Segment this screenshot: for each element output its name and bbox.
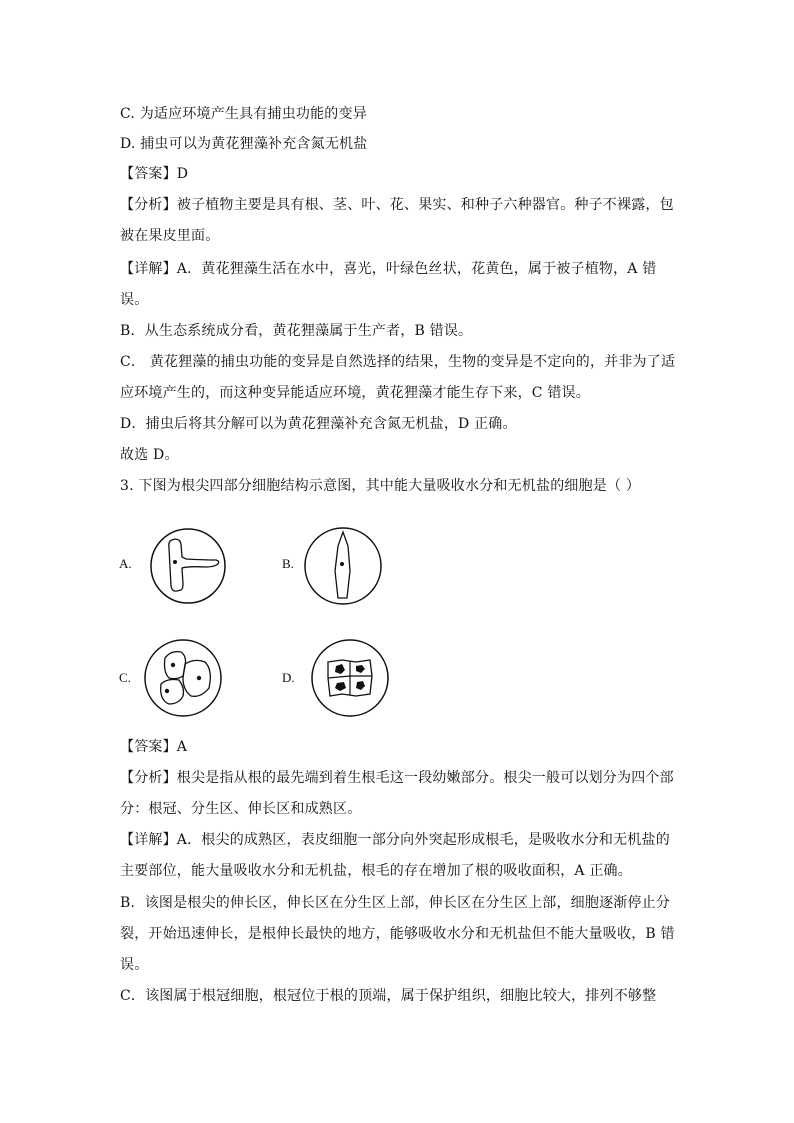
text-line: 主要部位，能大量吸收水分和无机盐，根毛的存在增加了根的吸收面积，A 正确。 xyxy=(120,863,632,879)
text-line: 【详解】A．根尖的成熟区，表皮细胞一部分向外突起形成根毛，是吸收水分和无机盐的 xyxy=(120,832,670,848)
text-line: 误。 xyxy=(120,292,149,308)
option-a-label: A. xyxy=(119,556,132,571)
figure-b-elongation-cell xyxy=(303,526,383,606)
option-c-label: C. xyxy=(119,670,131,685)
option-b-label: B. xyxy=(282,556,294,571)
figure-a-root-hair-cell xyxy=(148,526,228,606)
text-line: 【分析】根尖是指从根的最先端到着生根毛这一段幼嫩部分。根尖一般可以划分为四个部 xyxy=(120,770,674,786)
text-line: 被在果皮里面。 xyxy=(120,228,220,244)
text-line: C. 为适应环境产生具有捕虫功能的变异 xyxy=(120,106,367,122)
text-line: D．捕虫后将其分解可以为黄花狸藻补充含氮无机盐，D 正确。 xyxy=(120,416,517,432)
answer-line: 【答案】D xyxy=(120,166,189,182)
text-line: 故选 D。 xyxy=(120,447,179,463)
answer-line: 【答案】A xyxy=(120,739,188,755)
text-line: 应环境产生的，而这种变异能适应环境，黄花狸藻才能生存下来，C 错误。 xyxy=(120,385,590,401)
question-line: 3. 下图为根尖四部分细胞结构示意图，其中能大量吸收水分和无机盐的细胞是（ ） xyxy=(120,478,641,494)
text-line: C． 黄花狸藻的捕虫功能的变异是自然选择的结果，生物的变异是不定向的，并非为了适 xyxy=(120,354,676,370)
text-line: 【分析】被子植物主要是具有根、茎、叶、花、果实、和种子六种器官。种子不裸露，包 xyxy=(120,197,674,213)
figure-c-root-cap-cells xyxy=(143,638,223,718)
text-line: B．该图是根尖的伸长区，伸长区在分生区上部，伸长区在分生区上部，细胞逐渐停止分 xyxy=(120,895,671,911)
text-line: 【详解】A．黄花狸藻生活在水中，喜光，叶绿色丝状，花黄色，属于被子植物，A 错 xyxy=(120,261,657,277)
text-line: B．从生态系统成分看，黄花狸藻属于生产者，B 错误。 xyxy=(120,323,473,339)
figure-d-meristem-cells xyxy=(310,638,390,718)
text-line: C．该图属于根冠细胞，根冠位于根的顶端，属于保护组织，细胞比较大，排列不够整 xyxy=(120,988,657,1004)
text-line: 误。 xyxy=(120,957,149,973)
text-line: D. 捕虫可以为黄花狸藻补充含氮无机盐 xyxy=(120,136,368,152)
text-line: 分：根冠、分生区、伸长区和成熟区。 xyxy=(120,801,362,817)
option-d-label: D. xyxy=(282,670,295,685)
text-line: 裂，开始迅速伸长，是根伸长最快的地方，能够吸收水分和无机盐但不能大量吸收，B 错 xyxy=(120,926,675,942)
